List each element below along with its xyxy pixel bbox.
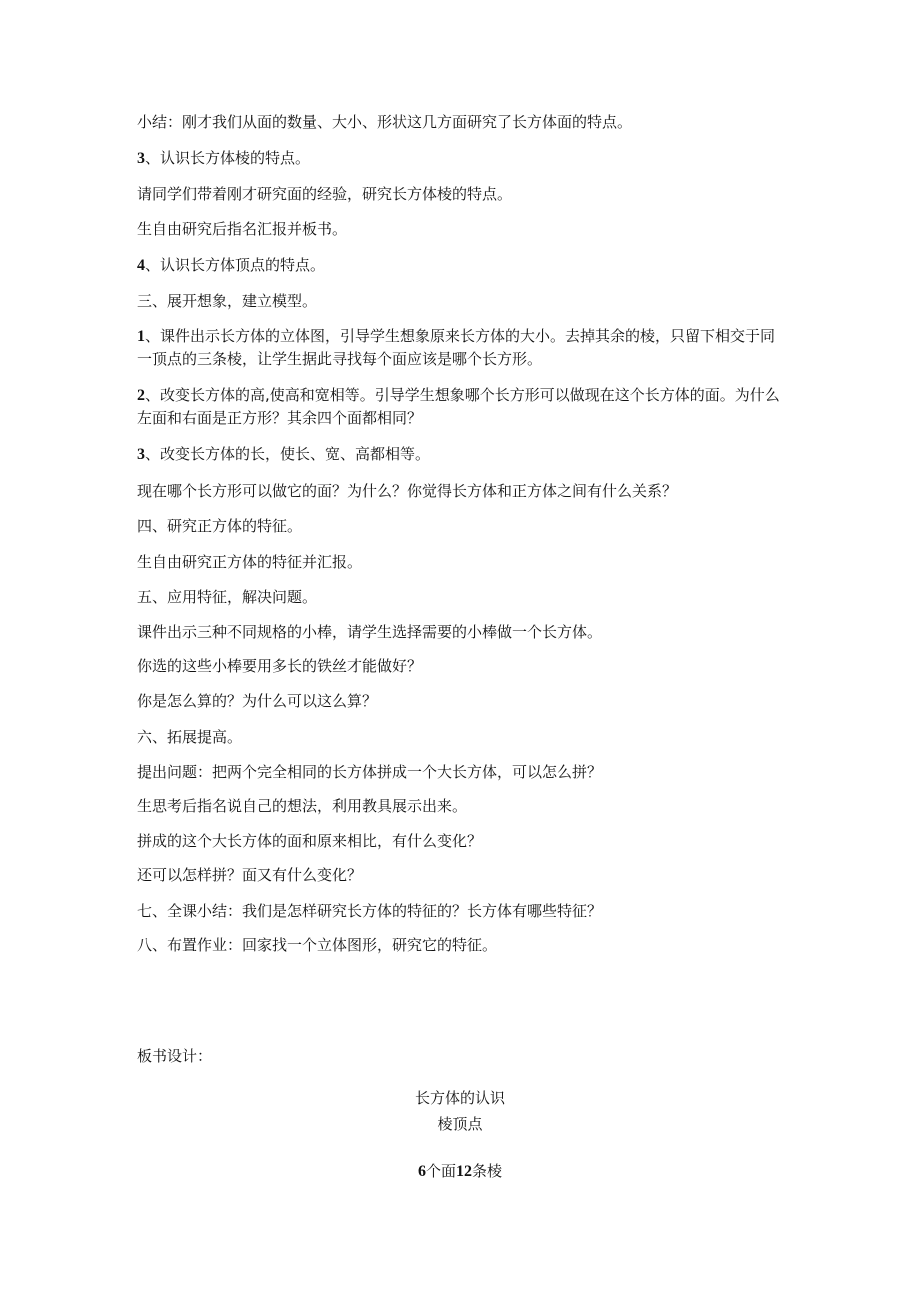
board-design-label	[137, 1045, 212, 1067]
section-7-heading	[137, 900, 602, 922]
line-text: 八、布置作业：回家找一个立体图形，研究它的特征。	[137, 936, 498, 954]
board-faces-edges	[0, 1160, 920, 1183]
board-subtitle	[0, 1113, 920, 1135]
step-number: 3	[137, 446, 145, 463]
step-3-heading	[137, 147, 310, 170]
summary-line	[137, 111, 632, 133]
line-text: 五、应用特征，解决问题。	[137, 588, 318, 606]
section-5-heading	[137, 586, 317, 608]
step-number: 3	[137, 150, 145, 167]
step-number: 2	[137, 387, 145, 404]
paragraph-line	[137, 761, 602, 783]
step-2-paragraph	[137, 384, 787, 430]
line-text: 小结：刚才我们从面的数量、大小、形状这几方面研究了长方体面的特点。	[137, 113, 633, 131]
line-text: 板书设计：	[137, 1047, 213, 1065]
line-text: 提出问题：把两个完全相同的长方体拼成一个大长方体，可以怎么拼？	[137, 763, 603, 781]
board-title	[0, 1087, 920, 1109]
paragraph-line	[137, 795, 467, 817]
section-6-heading	[137, 726, 242, 748]
paragraph-line	[137, 183, 512, 205]
line-text: 拼成的这个大长方体的面和原来相比，有什么变化？	[137, 832, 483, 850]
line-text: 还可以怎样拼？面又有什么变化？	[137, 866, 363, 884]
paragraph-line	[137, 621, 602, 643]
line-text: 、改变长方体的长，使长、宽、高都相等。	[145, 445, 431, 463]
line-text: 七、全课小结：我们是怎样研究长方体的特征的？长方体有哪些特征？	[137, 902, 603, 920]
paragraph-line	[137, 655, 422, 677]
line-text: 、课件出示长方体的立体图，引导学生想象原来长方体的大小。去掉其余的棱，只留下相交于同一顶点的三条棱，让学生据此寻找每个面应该是哪个长方形。	[137, 327, 776, 368]
line-text: 生思考后指名说自己的想法，利用教具展示出来。	[137, 797, 468, 815]
section-4-heading	[137, 515, 302, 537]
paragraph-line	[137, 480, 677, 502]
paragraph-line	[137, 864, 362, 886]
line-text: 你是怎么算的？为什么可以这么算？	[137, 692, 378, 710]
line-text: 、改变长方体的高,使高和宽相等。引导学生想象哪个长方形可以做现在这个长方体的面。为什么左面和右面是正方形？其余四个面都相同？	[137, 386, 780, 427]
paragraph-line	[137, 690, 377, 712]
line-text: 课件出示三种不同规格的小棒，请学生选择需要的小棒做一个长方体。	[137, 623, 603, 641]
section-8-heading	[137, 934, 497, 956]
line-text: 你选的这些小棒要用多长的铁丝才能做好？	[137, 657, 423, 675]
line-text: 现在哪个长方形可以做它的面？为什么？你觉得长方体和正方体之间有什么关系？	[137, 482, 678, 500]
step-4-heading	[137, 254, 325, 277]
step-number: 1	[137, 328, 145, 345]
edges-count: 12	[456, 1163, 472, 1180]
line-text: 生自由研究后指名汇报并板书。	[137, 220, 348, 238]
faces-count: 6	[417, 1163, 426, 1180]
line-text: 三、展开想象，建立模型。	[137, 292, 318, 310]
line-text: 四、研究正方体的特征。	[137, 517, 303, 535]
line-text: 、认识长方体棱的特点。	[145, 149, 311, 167]
line-text: 、认识长方体顶点的特点。	[145, 256, 326, 274]
paragraph-line	[137, 551, 362, 573]
paragraph-line	[137, 218, 347, 240]
faces-label: 个面	[425, 1162, 456, 1180]
step-number: 4	[137, 257, 145, 274]
line-text: 请同学们带着刚才研究面的经验，研究长方体棱的特点。	[137, 185, 513, 203]
board-subtitle-text: 棱顶点	[437, 1115, 483, 1133]
line-text: 生自由研究正方体的特征并汇报。	[137, 553, 363, 571]
step-3-paragraph	[137, 443, 430, 466]
section-3-heading	[137, 290, 317, 312]
edges-label: 条棱	[472, 1162, 503, 1180]
step-1-paragraph	[137, 325, 787, 371]
paragraph-line	[137, 830, 482, 852]
line-text: 六、拓展提高。	[137, 728, 243, 746]
board-title-text: 长方体的认识	[414, 1089, 505, 1107]
